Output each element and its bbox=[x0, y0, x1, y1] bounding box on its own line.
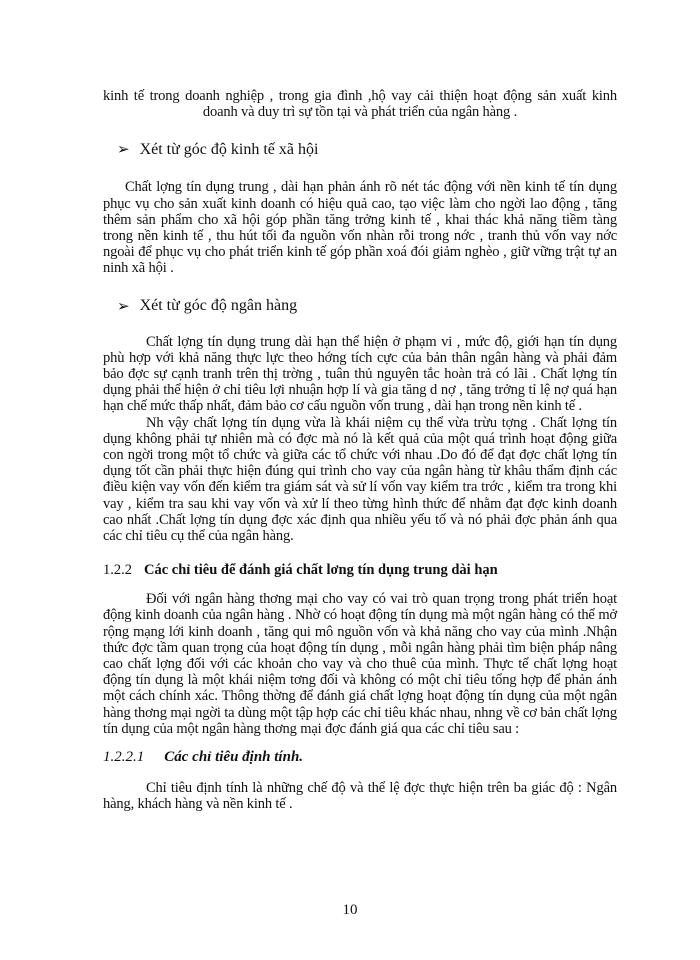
paragraph-criteria: Đối với ngân hàng thơng mại cho vay có vai trò quan trọng trong phát triển hoạt động kinh doanh của ngân hàng . Nhờ có hoạt động tín dụng mà một ngân hàng có thể mở rộng mạng lới kinh doanh , tăng qui mô nguồn vốn và khả năng cho vay của mình .Nhận thức đợc tầm quan trọng của hoạt động tín dụng , mỗi ngân hàng phải tìm biện pháp nâng cao chất lợng đối với các khoản cho vay và cho thuê của mình. Thực tế chất lợng hoạt động tín dụng là một khái niệm tơng đối và không có một chỉ tiêu tổng hợp để phản ánh một cách chính xác. Thông thờng để đánh giá chất lợng hoạt động tín dụng của một ngân hàng thơng mại ngời ta dùng một tập hợp các chỉ tiêu khác nhau, nhng về cơ bản chất lợng tín dụng của một ngân hàng thơng mại đợc đánh giá qua các chỉ tiêu sau : bbox=[103, 591, 617, 737]
section-number: 1.2.2.1 bbox=[103, 749, 145, 766]
bullet-heading-text: Xét từ góc độ ngân hàng bbox=[139, 297, 298, 315]
bullet-heading-text: Xét từ góc độ kinh tế xã hội bbox=[139, 140, 319, 158]
paragraph-social: Chất lợng tín dụng trung , dài hạn phản ánh rõ nét tác động với nền kinh tế tín dụng phục vụ cho sản xuất kinh doanh có hiệu quả cao, tạo việc làm cho ngời lao động , tăng thêm sản phẩm cho xã hội góp phần tăng trởng kinh tế , khai thác khả năng tiềm tàng trong nền kinh tế , thu hút tối đa nguồn vốn nhàn rỗi trong nớc , tranh thủ vốn vay nớc ngoài để phục vụ cho phát triển kinh tế góp phần xoá đói giảm nghèo , giữ vững trật tự an ninh xã hội . bbox=[103, 179, 617, 277]
section-heading-1-2-2-1 bbox=[103, 749, 617, 766]
paragraph-qualitative: Chỉ tiêu định tính là những chế độ và thể lệ đợc thực hiện trên ba giác độ : Ngân hàng, khách hàng và nền kinh tế . bbox=[103, 780, 617, 813]
section-title: Các chỉ tiêu định tính. bbox=[164, 749, 304, 766]
paragraph-intro: kinh tế trong doanh nghiệp , trong gia đình ,hộ vay cải thiện hoạt động sản xuất kinh doanh và duy trì sự tồn tại và phát triển của ngân hàng . bbox=[103, 88, 617, 121]
arrow-bullet-icon: ➢ bbox=[117, 142, 130, 159]
section-heading-1-2-2 bbox=[103, 562, 617, 579]
bullet-heading-bank bbox=[117, 297, 617, 316]
bullet-heading-social bbox=[117, 140, 617, 159]
paragraph-bank-2: Nh vậy chất lợng tín dụng vừa là khái niệm cụ thể vừa trừu tợng . Chất lợng tín dụng không phải tự nhiên mà có đợc mà nó là kết quả của một quá trình hoạt động giữa con ngời trong một tổ chức và giữa các tổ chức với nhau .Do đó để đạt đợc chất lợng tín dụng tốt cần phải thực hiện đúng qui trình cho vay của ngân hàng từ khâu thẩm định các điều kiện vay vốn đến kiểm tra giám sát và sử lí vốn vay kiểm tra trớc , kiểm tra trong khi vay , kiểm tra sau khi vay vốn và xử lí theo từng hình thức để nhằm đạt đợc kinh doanh cao nhất .Chất lợng tín dụng đợc xác định qua nhiều yếu tố và nó phải đợc phản ánh qua các chỉ tiêu cụ thể của ngân hàng. bbox=[103, 414, 617, 545]
section-title: Các chỉ tiêu để đánh giá chất lơng tín dụng trung dài hạn bbox=[144, 562, 498, 579]
arrow-bullet-icon: ➢ bbox=[117, 298, 130, 315]
document-page bbox=[103, 88, 617, 813]
page-number: 10 bbox=[342, 902, 358, 918]
section-number: 1.2.2 bbox=[103, 562, 132, 579]
paragraph-bank-1: Chất lợng tín dụng trung dài hạn thể hiện ở phạm vi , mức độ, giới hạn tín dụng phù hợp với khả năng thực lực theo hớng tích cực của bản thân ngân hàng và phải đảm bảo đợc sự cạnh tranh trên thị trờng , tuân thủ nguyên tắc hoàn trả có lãi . Chất lợng tín dụng phải thể hiện ở chỉ tiêu lợi nhuận hợp lí và gia tăng d nợ , tăng trởng tỉ lệ nợ quá hạn hạn chế mức thấp nhất, đảm bảo cơ cấu nguồn vốn trung , dài hạn trong nền kinh tế . bbox=[103, 333, 617, 415]
